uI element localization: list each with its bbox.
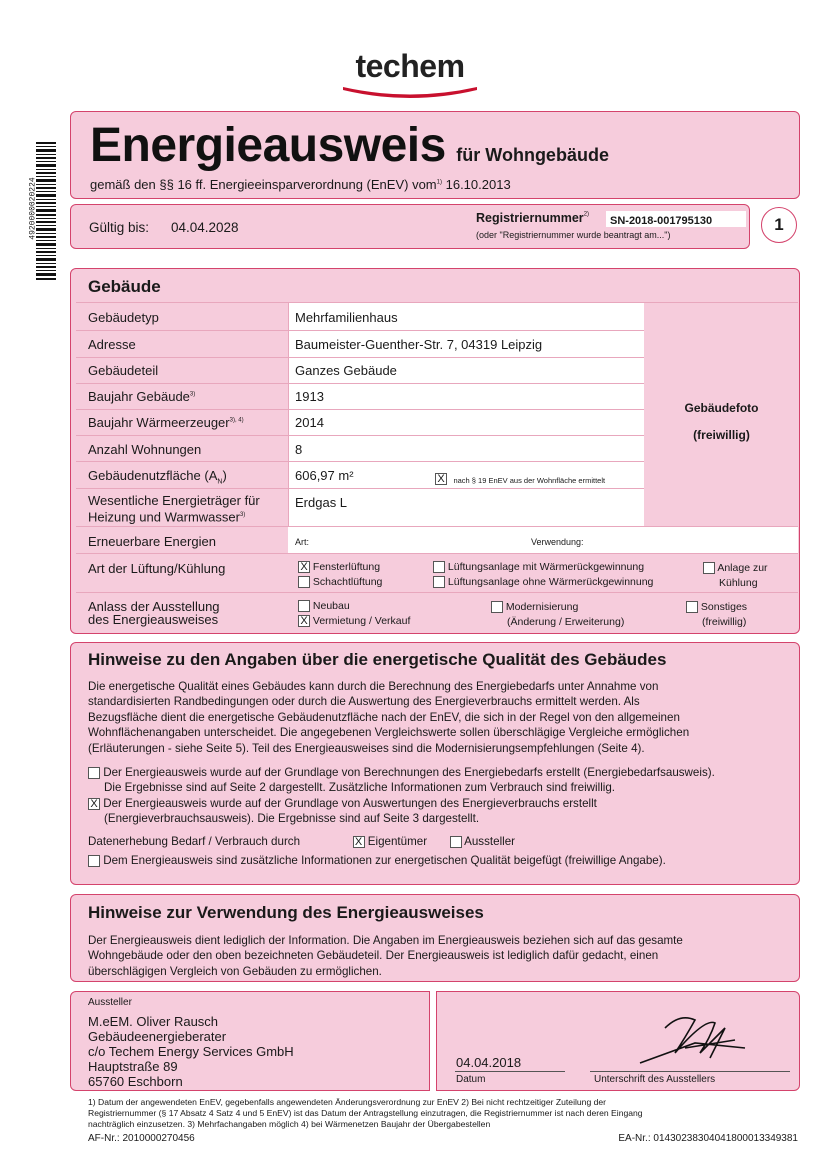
af-number: AF-Nr.: 2010000270456 [88, 1133, 195, 1144]
occasion-label: Anlass der Ausstellung des Energieausweises [88, 599, 220, 627]
page-number-badge [761, 207, 797, 243]
quality-notes-title: Hinweise zu den Angaben über die energetische Qualität des Gebäudes [88, 650, 667, 669]
modernisation-checkbox[interactable] [491, 601, 503, 613]
photo-label: Gebäudefoto [684, 401, 759, 415]
data-collection-label: Datenerhebung Bedarf / Verbrauch durch [88, 835, 301, 848]
barcode-bars-icon [36, 142, 56, 282]
ea-number: EA-Nr.: 01430238304041800013349381 [618, 1133, 798, 1144]
ventilation-with-recovery-option[interactable]: Lüftungsanlage mit Wärmerückgewinnung [433, 561, 644, 573]
shaft-ventilation-option[interactable]: Schachtlüftung [298, 576, 382, 588]
building-photo-area [645, 303, 798, 525]
law-reference [90, 177, 511, 192]
issuer-label: Aussteller [88, 997, 132, 1008]
cooling-system-option[interactable]: Anlage zur Kühlung [703, 561, 768, 591]
apartments-value: 8 [295, 442, 303, 457]
new-building-checkbox[interactable] [298, 600, 310, 612]
valid-until-date: 04.04.2028 [171, 220, 239, 235]
area-method-note: nach § 19 EnEV aus der Wohnfläche ermittelt [453, 476, 606, 485]
cooling-system-checkbox[interactable] [703, 562, 715, 574]
footnotes: 1) Datum der angewendeten EnEV, gegebenfalls angewendeten Änderungsverordnung zur EnEV 2) Bei nicht rechtzeitiger Zuteilung der Registriernummer (§ 17 Absatz 4 Satz 4 und 5 EnEV) ist das Datum der Antragstellung einzutragen, die Registriernummer ist nach deren Eingang nachträglich einzusetzen. 3) Mehrfachangaben möglich 4) bei Wärmenetzen Baujahr der Übergabestellen [88, 1097, 643, 1129]
photo-optional-label: (freiwillig) [693, 428, 750, 442]
data-collection-row [88, 834, 515, 849]
techem-logo [335, 48, 485, 98]
issuer-address: M.eEM. Oliver Rausch Gebäudeenergieberater c/o Techem Energy Services GmbH Hauptstraße 89 65760 Eschborn [88, 1014, 294, 1089]
document-title: Energieausweis [90, 119, 446, 172]
new-building-option[interactable]: Neubau [298, 600, 350, 612]
title-block [70, 111, 800, 199]
logo-text: techem [355, 48, 465, 84]
issue-date: 04.04.2018 [456, 1055, 522, 1070]
energy-carrier-value: Erdgas L [295, 495, 348, 510]
registration-note: (oder "Registriernummer wurde beantragt am...") [476, 230, 671, 240]
additional-info-option[interactable]: Dem Energieausweis sind zusätzliche Informationen zur energetischen Qualität beigefügt (freiwillige Angabe). [88, 853, 666, 868]
consumption-based-checkbox[interactable]: X [88, 798, 100, 810]
signature-icon [635, 1008, 755, 1068]
ventilation-without-recovery-checkbox[interactable] [433, 576, 445, 588]
demand-based-checkbox[interactable] [88, 767, 100, 779]
other-occasion-checkbox[interactable] [686, 601, 698, 613]
law-footnote: 1) [436, 179, 442, 186]
construction-year-label: Baujahr Gebäude$^{3)}$ [88, 389, 196, 404]
registration-footnote: 2) [583, 211, 590, 218]
renewables-label: Erneuerbare Energien [88, 534, 216, 549]
rent-sale-option[interactable]: X Vermietung / Verkauf [298, 615, 410, 627]
construction-year-value: 1913 [295, 389, 324, 404]
shaft-ventilation-checkbox[interactable] [298, 576, 310, 588]
building-part-label: Gebäudeteil [88, 363, 159, 378]
usable-area-value: 606,97 m² [295, 468, 354, 483]
valid-until-label: Gültig bis: [89, 220, 150, 235]
address-label: Adresse [88, 337, 136, 352]
logo-swoosh-icon [335, 84, 485, 98]
law-prefix: gemäß den §§ 16 ff. Energieeinsparverordnung (EnEV) vom [90, 177, 437, 192]
page-number: 1 [774, 215, 784, 234]
building-part-value: Ganzes Gebäude [295, 363, 397, 378]
building-type-label: Gebäudetyp [88, 310, 159, 325]
building-section-title: Gebäude [88, 277, 161, 296]
demand-based-option[interactable]: Der Energieausweis wurde auf der Grundlage von Berechnungen des Energiebedarfs erstellt (Energiebedarfsausweis). Die Ergebnisse sind auf Seite 2 dargestellt. Zusätzliche Informationen zum Verbrauch sind freiwillig. [88, 765, 793, 796]
additional-info-checkbox[interactable] [88, 855, 100, 867]
renewables-use-label: Verwendung: [531, 537, 584, 547]
heat-generator-year-label: Baujahr Wärmeerzeuger$^{3), 4)}$ [88, 415, 244, 430]
quality-notes-text: Die energetische Qualität eines Gebäudes kann durch die Berechnung des Energiebedarfs unter Annahme von standardisierten Randbedingungen oder durch die Auswertung des Energieverbrauchs ermittelt werden. Als Bezugsfläche dient die energetische Gebäudenutzfläche nach der EnEV, die sich in der Regel von den allgemeinen Wohnflächenangaben unterscheidet. Die angegebenen Vergleichswerte sollen überschlägige Vergleiche ermöglichen (Erläuterungen - siehe Seite 5). Teil des Energieausweises sind die Modernisierungsempfehlungen (Seite 4). [88, 680, 690, 755]
registration-label: Registriernummer [476, 211, 584, 225]
building-type-value: Mehrfamilienhaus [295, 310, 398, 325]
area-method-checkbox[interactable]: X [435, 473, 447, 485]
usage-notes-title: Hinweise zur Verwendung des Energieausweises [88, 903, 484, 922]
document-subtitle: für Wohngebäude [456, 145, 609, 165]
issuer-option[interactable]: Aussteller [450, 835, 516, 848]
barcode-number: 4920000020224 [28, 177, 38, 240]
energy-carrier-label: Wesentliche Energieträger für Heizung und Warmwasser$^{3)}$ [88, 493, 260, 525]
ventilation-without-recovery-option[interactable]: Lüftungsanlage ohne Wärmerückgewinnung [433, 576, 653, 588]
heat-generator-year-value: 2014 [295, 415, 324, 430]
rent-sale-checkbox[interactable]: X [298, 615, 310, 627]
owner-checkbox[interactable]: X [353, 836, 365, 848]
owner-option[interactable]: X Eigentümer [353, 835, 431, 848]
window-ventilation-checkbox[interactable]: X [298, 561, 310, 573]
usable-area-label: Gebäudenutzfläche $(A_N)$ [88, 468, 227, 486]
registration-number-field [606, 211, 746, 227]
window-ventilation-option[interactable]: X Fensterlüftung [298, 561, 380, 573]
usage-notes-text: Der Energieausweis dient lediglich der Information. Die Angaben im Energieausweis beziehen sich auf das gesamte Wohngebäude oder den oben bezeichneten Gebäudeteil. Der Energieausweis ist lediglich dafür gedacht, einen überschlägigen Vergleich von Gebäuden zu ermöglichen. [88, 934, 683, 978]
signature-label: Unterschrift des Ausstellers [594, 1074, 716, 1085]
registration-number: SN-2018-001795130 [610, 215, 713, 227]
validity-block [70, 204, 750, 249]
issuer-checkbox[interactable] [450, 836, 462, 848]
law-date: 16.10.2013 [445, 177, 511, 192]
other-occasion-option[interactable]: Sonstiges (freiwillig) [686, 600, 747, 630]
area-method-checkbox-row [435, 470, 605, 488]
renewables-type-label: Art: [295, 537, 310, 547]
consumption-based-option[interactable]: X Der Energieausweis wurde auf der Grundlage von Auswertungen des Energieverbrauchs erstellt (Energieverbrauchsausweis). Die Ergebnisse sind auf Seite 3 dargestellt. [88, 796, 793, 827]
barcode [30, 142, 56, 282]
address-value: Baumeister-Guenther-Str. 7, 04319 Leipzig [295, 337, 543, 352]
ventilation-label: Art der Lüftung/Kühlung [88, 561, 226, 576]
ventilation-with-recovery-checkbox[interactable] [433, 561, 445, 573]
modernisation-option[interactable]: Modernisierung (Änderung / Erweiterung) [491, 600, 624, 630]
issue-date-label: Datum [456, 1074, 486, 1085]
apartments-label: Anzahl Wohnungen [88, 442, 202, 457]
